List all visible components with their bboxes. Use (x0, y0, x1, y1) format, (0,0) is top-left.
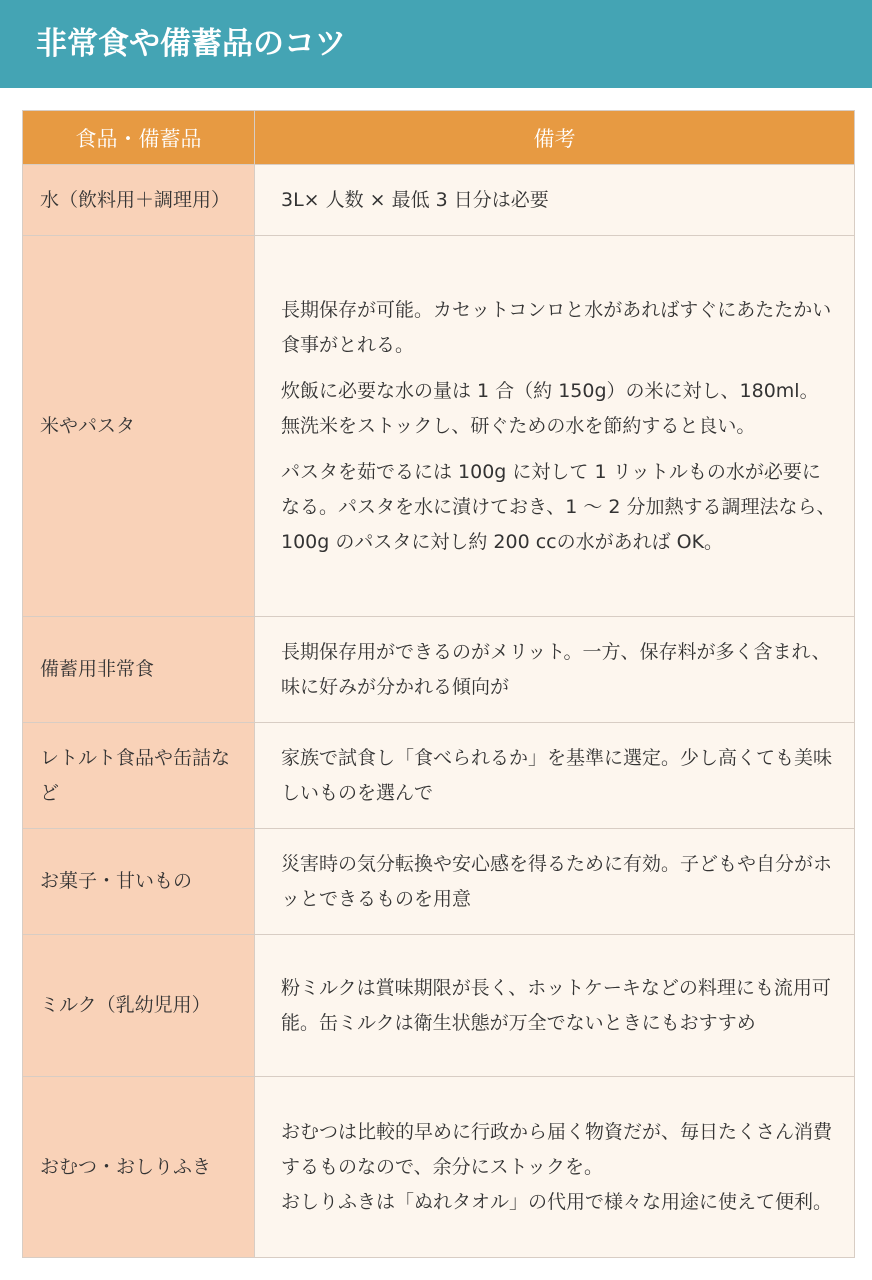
page-title: 非常食や備蓄品のコツ (36, 26, 346, 62)
table-row (23, 723, 855, 829)
note-cell (255, 723, 855, 829)
item-cell: ミルク（乳幼児用） (23, 935, 255, 1077)
item-cell: 備蓄用非常食 (23, 617, 255, 723)
note-cell (255, 165, 855, 236)
note-text: 長期保存が可能。カセットコンロと水があればすぐにあたたかい食事がとれる。 (281, 298, 832, 356)
note-text: おむつは比較的早めに行政から届く物資だが、毎日たくさん消費するものなので、余分にストックを。 (281, 1120, 833, 1178)
note-text: 災害時の気分転換や安心感を得るために有効。子どもや自分がホッとできるものを用意 (281, 852, 833, 910)
note-text: 炊飯に必要な水の量は 1 合（約 150g）の米に対し、180ml。無洗米をストックし、研ぐための水を節約すると良い。 (281, 379, 819, 437)
table-row (23, 935, 855, 1077)
note-text: 長期保存用ができるのがメリット。一方、保存料が多く含まれ、味に好みが分かれる傾向が (281, 640, 831, 698)
table-row (23, 1077, 855, 1258)
note-text: おしりふきは「ぬれタオル」の代用で様々な用途に使えて便利。 (281, 1190, 833, 1213)
item-cell: レトルト食品や缶詰など (23, 723, 255, 829)
item-cell: おむつ・おしりふき (23, 1077, 255, 1258)
title-banner (0, 0, 872, 88)
item-cell: 米やパスタ (23, 236, 255, 617)
table-row (23, 829, 855, 935)
note-text: 粉ミルクは賞味期限が長く、ホットケーキなどの料理にも流用可能。缶ミルクは衛生状態が万全でないときにもおすすめ (281, 976, 831, 1034)
table-row (23, 617, 855, 723)
note-cell (255, 236, 855, 617)
column-header-item: 食品・備蓄品 (23, 111, 255, 165)
note-text: 3L× 人数 × 最低 3 日分は必要 (281, 188, 549, 211)
note-cell (255, 829, 855, 935)
table-row (23, 165, 855, 236)
note-cell (255, 935, 855, 1077)
column-header-note: 備考 (255, 111, 855, 165)
note-cell (255, 1077, 855, 1258)
tips-table (22, 110, 855, 1258)
note-cell (255, 617, 855, 723)
note-text: パスタを茹でるには 100g に対して 1 リットルもの水が必要になる。パスタを水に漬けておき、1 ～ 2 分加熱する調理法なら、100g のパスタに対し約 200 ccの水があれば OK。 (281, 460, 836, 553)
item-cell: 水（飲料用＋調理用） (23, 165, 255, 236)
item-cell: お菓子・甘いもの (23, 829, 255, 935)
note-text: 家族で試食し「食べられるか」を基準に選定。少し高くても美味しいものを選んで (281, 746, 833, 804)
table-header-row (23, 111, 855, 165)
table-row (23, 236, 855, 617)
